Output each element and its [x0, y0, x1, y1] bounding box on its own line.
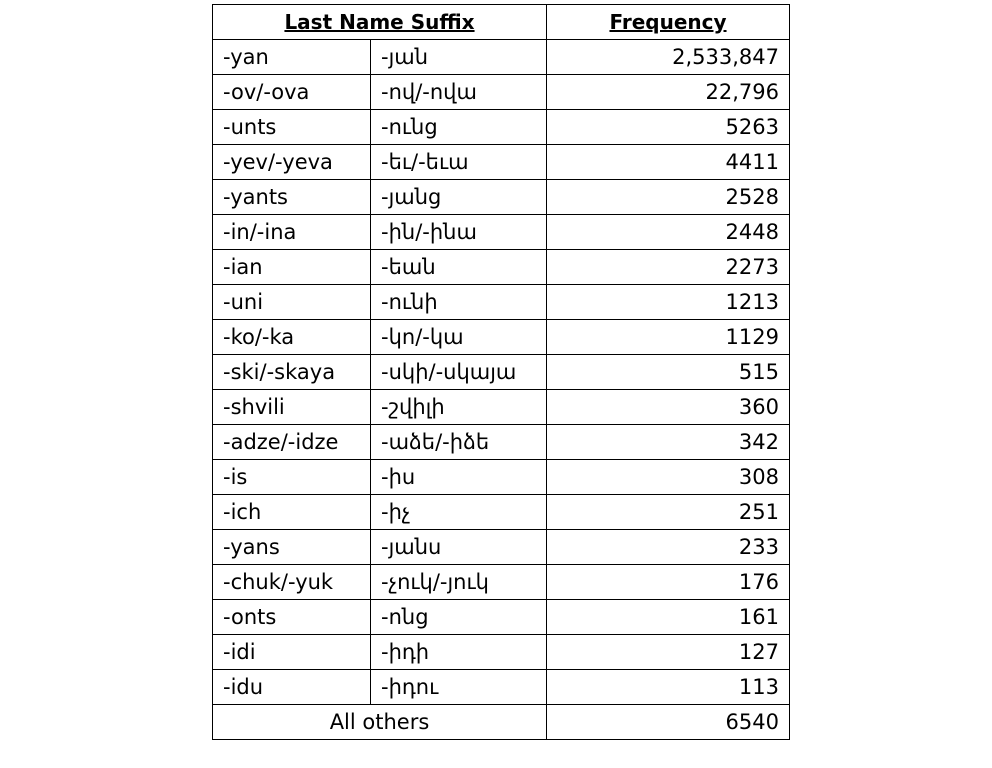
footer-row: [213, 705, 790, 740]
table-row: [213, 460, 790, 495]
armenian-suffix-cell: -սկի/-սկայա: [371, 355, 547, 390]
latin-suffix-cell: -ski/-skaya: [213, 355, 371, 390]
armenian-suffix-cell: -իչ: [371, 495, 547, 530]
table-row: [213, 635, 790, 670]
frequency-cell: 1213: [547, 285, 790, 320]
table-row: [213, 495, 790, 530]
frequency-cell: 176: [547, 565, 790, 600]
latin-suffix-cell: -yans: [213, 530, 371, 565]
latin-suffix-cell: -unts: [213, 110, 371, 145]
table-row: [213, 320, 790, 355]
frequency-cell: 251: [547, 495, 790, 530]
armenian-suffix-cell: -եան: [371, 250, 547, 285]
table-row: [213, 75, 790, 110]
frequency-cell: 515: [547, 355, 790, 390]
suffix-frequency-table: [212, 4, 790, 740]
armenian-suffix-cell: -իս: [371, 460, 547, 495]
armenian-suffix-cell: -յանս: [371, 530, 547, 565]
frequency-cell: 113: [547, 670, 790, 705]
table-row: [213, 565, 790, 600]
armenian-suffix-cell: -ին/-ինա: [371, 215, 547, 250]
armenian-suffix-cell: -եւ/-եւա: [371, 145, 547, 180]
table-row: [213, 180, 790, 215]
frequency-cell: 127: [547, 635, 790, 670]
latin-suffix-cell: -chuk/-yuk: [213, 565, 371, 600]
latin-suffix-cell: -in/-ina: [213, 215, 371, 250]
all-others-frequency: 6540: [547, 705, 790, 740]
frequency-cell: 308: [547, 460, 790, 495]
table-row: [213, 600, 790, 635]
frequency-cell: 2,533,847: [547, 40, 790, 75]
table-body: [213, 40, 790, 705]
table-row: [213, 40, 790, 75]
armenian-suffix-cell: -յան: [371, 40, 547, 75]
latin-suffix-cell: -onts: [213, 600, 371, 635]
frequency-cell: 2528: [547, 180, 790, 215]
table-row: [213, 530, 790, 565]
table-row: [213, 355, 790, 390]
armenian-suffix-cell: -ունի: [371, 285, 547, 320]
armenian-suffix-cell: -ոնց: [371, 600, 547, 635]
table-row: [213, 110, 790, 145]
all-others-label: All others: [213, 705, 547, 740]
armenian-suffix-cell: -աձե/-իձե: [371, 425, 547, 460]
latin-suffix-cell: -idi: [213, 635, 371, 670]
latin-suffix-cell: -ian: [213, 250, 371, 285]
frequency-cell: 2273: [547, 250, 790, 285]
header-suffix: Last Name Suffix: [213, 5, 547, 40]
armenian-suffix-cell: -իդի: [371, 635, 547, 670]
table-row: [213, 425, 790, 460]
table-row: [213, 145, 790, 180]
latin-suffix-cell: -ko/-ka: [213, 320, 371, 355]
armenian-suffix-cell: -չուկ/-յուկ: [371, 565, 547, 600]
frequency-cell: 4411: [547, 145, 790, 180]
table-row: [213, 285, 790, 320]
table-row: [213, 670, 790, 705]
header-row: [213, 5, 790, 40]
table-row: [213, 250, 790, 285]
frequency-cell: 5263: [547, 110, 790, 145]
frequency-cell: 22,796: [547, 75, 790, 110]
frequency-cell: 1129: [547, 320, 790, 355]
armenian-suffix-cell: -ունց: [371, 110, 547, 145]
table-row: [213, 390, 790, 425]
latin-suffix-cell: -ov/-ova: [213, 75, 371, 110]
frequency-cell: 342: [547, 425, 790, 460]
latin-suffix-cell: -shvili: [213, 390, 371, 425]
latin-suffix-cell: -idu: [213, 670, 371, 705]
latin-suffix-cell: -is: [213, 460, 371, 495]
armenian-suffix-cell: -շվիլի: [371, 390, 547, 425]
armenian-suffix-cell: -իդու: [371, 670, 547, 705]
latin-suffix-cell: -ich: [213, 495, 371, 530]
header-frequency: Frequency: [547, 5, 790, 40]
latin-suffix-cell: -yev/-yeva: [213, 145, 371, 180]
table-row: [213, 215, 790, 250]
latin-suffix-cell: -adze/-idze: [213, 425, 371, 460]
frequency-cell: 2448: [547, 215, 790, 250]
frequency-cell: 161: [547, 600, 790, 635]
armenian-suffix-cell: -ով/-ովա: [371, 75, 547, 110]
armenian-suffix-cell: -յանց: [371, 180, 547, 215]
latin-suffix-cell: -yants: [213, 180, 371, 215]
frequency-cell: 233: [547, 530, 790, 565]
armenian-suffix-cell: -կո/-կա: [371, 320, 547, 355]
latin-suffix-cell: -yan: [213, 40, 371, 75]
latin-suffix-cell: -uni: [213, 285, 371, 320]
frequency-cell: 360: [547, 390, 790, 425]
